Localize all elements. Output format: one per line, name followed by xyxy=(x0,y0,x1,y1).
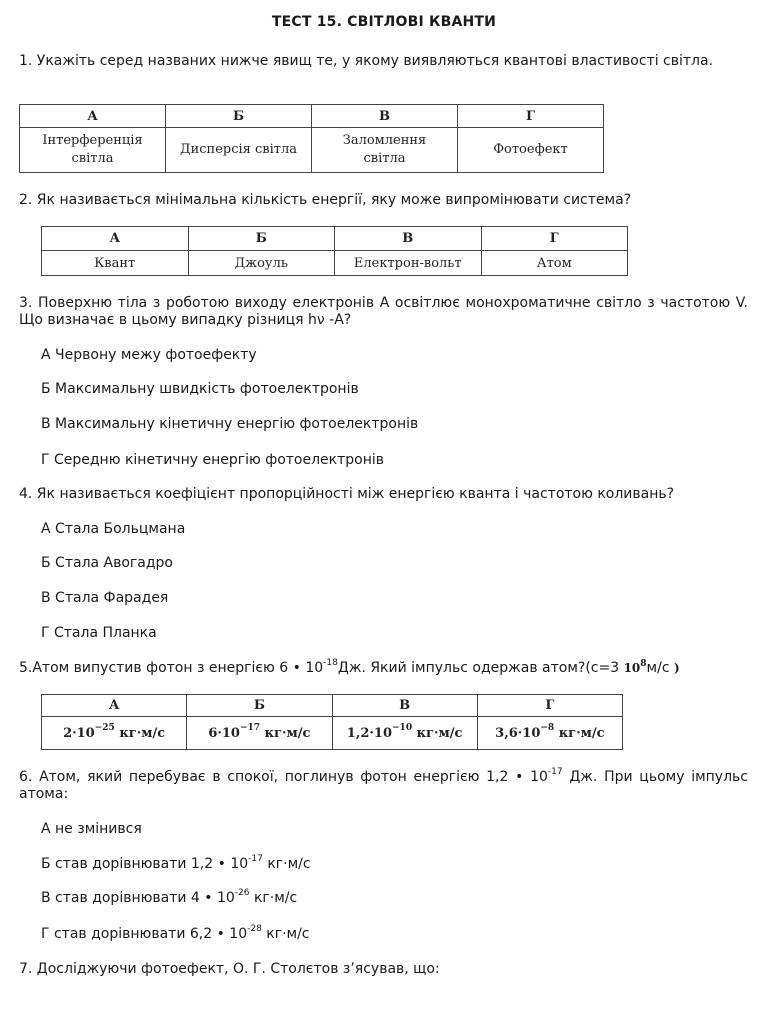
q1-answer-c[interactable] xyxy=(312,128,458,173)
q3-option-c[interactable]: В Максимальну кінетичну енергію фотоелектронів xyxy=(41,416,419,432)
q3-option-b[interactable]: Б Максимальну швидкість фотоелектронів xyxy=(41,381,359,397)
question-5-text xyxy=(19,660,748,677)
q5-answer-d-exp: −8 xyxy=(540,723,555,734)
q6-option-d-exp: -28 xyxy=(247,924,262,935)
q5-answer-a-unit: кг·м/с xyxy=(114,725,166,741)
q2-head-d: Г xyxy=(481,227,628,251)
q2-answer-d[interactable]: Атом xyxy=(481,251,628,276)
q1-answer-b-text: Дисперсія світла xyxy=(180,142,297,157)
q6-option-b-unit: кг·м/с xyxy=(262,856,311,872)
q5-answer-a[interactable] xyxy=(42,717,187,750)
q1-answer-b[interactable] xyxy=(166,128,312,173)
q6-option-c[interactable] xyxy=(41,890,297,907)
q5-answer-c-exp: −10 xyxy=(392,723,413,734)
question-5-answer-table xyxy=(41,694,623,750)
q5-text-part-4: ) xyxy=(673,661,680,675)
q5-head-b: Б xyxy=(187,695,332,717)
q1-answer-a-line2: світла xyxy=(71,151,114,166)
q4-option-b[interactable]: Б Стала Авогадро xyxy=(41,555,174,571)
q3-option-a[interactable]: А Червону межу фотоефекту xyxy=(41,347,257,363)
page-title: ТЕСТ 15. СВІТЛОВІ КВАНТИ xyxy=(271,14,497,30)
q6-option-d[interactable] xyxy=(41,926,310,943)
question-2-text: 2. Як називається мінімальна кількість енергії, яку може випромінювати система? xyxy=(19,192,632,208)
q5-speed-base: 10 xyxy=(623,661,641,675)
q6-text-part-2: Дж. При цьому імпульс атома: xyxy=(19,769,748,802)
q1-answer-c-line2: світла xyxy=(363,151,406,166)
q5-head-c: В xyxy=(332,695,477,717)
q2-answer-c[interactable]: Електрон-вольт xyxy=(335,251,482,276)
question-1-text: 1. Укажіть серед названих нижче явищ те, у якому виявляються квантові властивості світла. xyxy=(19,53,714,69)
question-4-text: 4. Як називається коефіцієнт пропорційності між енергією кванта і частотою коливань? xyxy=(19,486,675,502)
q1-head-b: Б xyxy=(166,105,312,128)
q5-answer-b[interactable] xyxy=(187,717,332,750)
question-1-answer-table xyxy=(19,104,604,173)
q1-head-d: Г xyxy=(458,105,604,128)
q5-answer-d-unit: кг·м/с xyxy=(554,725,605,741)
q1-head-a: А xyxy=(20,105,166,128)
q5-text-part-1: 5.Атом випустив фотон з енергією 6 • 10 xyxy=(19,660,324,676)
q5-answer-b-coef: 6·10 xyxy=(208,725,240,741)
q5-answer-a-exp: −25 xyxy=(94,723,115,734)
q4-option-d[interactable]: Г Стала Планка xyxy=(41,625,157,641)
q5-head-a: А xyxy=(42,695,187,717)
q1-answer-a-line1: Інтерференція xyxy=(42,133,143,148)
q6-energy-exponent: -17 xyxy=(547,767,563,778)
q3-option-d[interactable]: Г Середню кінетичну енергію фотоелектронів xyxy=(41,452,385,468)
q2-head-b: Б xyxy=(188,227,335,251)
q5-answer-d-coef: 3,6·10 xyxy=(495,725,541,741)
q1-answer-d-text: Фотоефект xyxy=(493,142,568,157)
q5-speed-exponent: 8 xyxy=(640,659,647,669)
q5-answer-c[interactable] xyxy=(332,717,477,750)
q6-option-b[interactable] xyxy=(41,856,311,873)
q5-answer-c-coef: 1,2·10 xyxy=(346,725,393,741)
q5-answer-c-unit: кг·м/с xyxy=(412,725,463,741)
q5-speed-of-light xyxy=(624,661,647,675)
q6-option-d-unit: кг·м/с xyxy=(261,926,310,942)
q1-answer-d[interactable] xyxy=(458,128,604,173)
q1-head-c: В xyxy=(312,105,458,128)
q1-answer-c-line1: Заломлення xyxy=(342,133,427,148)
q2-answer-b[interactable]: Джоуль xyxy=(188,251,335,276)
question-7-text: 7. Досліджуючи фотоефект, О. Г. Столєтов з’ясував, що: xyxy=(19,961,440,977)
q4-option-a[interactable]: А Стала Больцмана xyxy=(41,521,186,537)
q6-option-b-exp: -17 xyxy=(248,854,263,865)
q5-head-d: Г xyxy=(477,695,622,717)
q4-option-c[interactable]: В Стала Фарадея xyxy=(41,590,169,606)
q6-option-c-exp: -26 xyxy=(234,888,250,899)
q2-answer-a[interactable]: Квант xyxy=(42,251,189,276)
q5-answer-b-exp: −17 xyxy=(239,723,261,734)
q6-option-c-text: В став дорівнювати 4 • 10 xyxy=(41,890,235,906)
q5-energy-exponent: -18 xyxy=(323,658,338,669)
q1-answer-a[interactable] xyxy=(20,128,166,173)
q6-option-c-unit: кг·м/с xyxy=(249,890,298,906)
q5-text-part-3: м/с xyxy=(646,660,674,676)
question-6-text xyxy=(19,769,748,803)
q2-head-c: В xyxy=(335,227,482,251)
q6-option-a[interactable]: А не змінився xyxy=(41,821,142,837)
q2-head-a: А xyxy=(42,227,189,251)
question-3-text: 3. Поверхню тіла з роботою виходу електронів A освітлює монохроматичне світло з частотою V. Що визначає в цьому випадку різниця hν -A? xyxy=(19,295,748,328)
q6-option-d-text: Г став дорівнювати 6,2 • 10 xyxy=(41,926,248,942)
question-2-answer-table xyxy=(41,226,628,276)
q6-option-b-text: Б став дорівнювати 1,2 • 10 xyxy=(41,856,249,872)
q6-text-part-1: 6. Атом, який перебуває в спокої, поглинув фотон енергією 1,2 • 10 xyxy=(19,769,548,785)
q5-answer-d[interactable] xyxy=(477,717,622,750)
q5-text-part-2: Дж. Який імпульс одержав атом?(с=3 xyxy=(337,660,624,676)
q5-answer-a-coef: 2·10 xyxy=(63,725,95,741)
q5-answer-b-unit: кг·м/с xyxy=(260,725,311,741)
